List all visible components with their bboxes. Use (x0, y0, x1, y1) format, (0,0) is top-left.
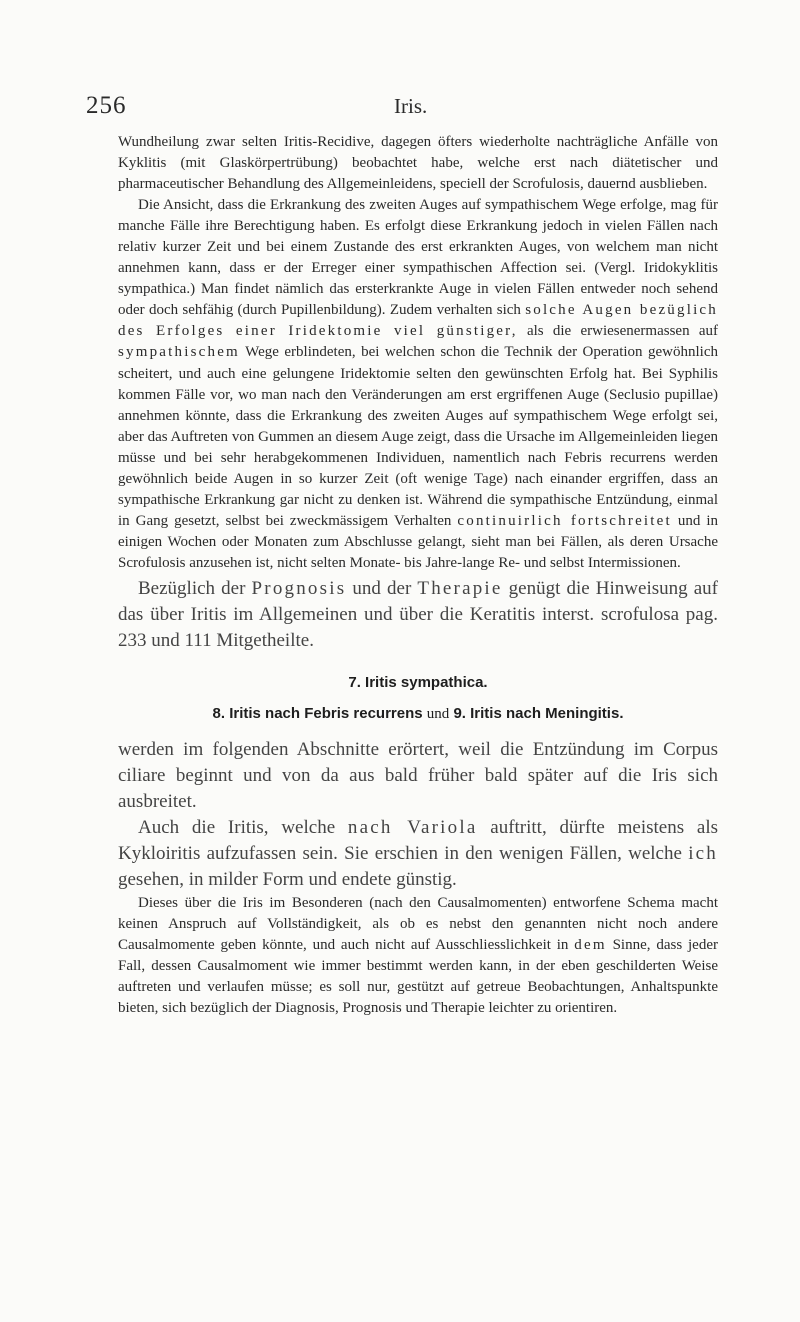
paragraph-wundheilung: Wundheilung zwar selten Iritis-Recidive, dagegen öfters wiederholte nachträgliche Anfälle von Kyklitis (mit Glaskörpertrübung) beobachtet habe, welche erst nach diätetischer und pharmaceutischer Behandlung des Allgemeinleidens, speciell der Scrofulosis, dauernd ausblieben. (118, 134, 718, 193)
text-run: Die Ansicht, dass die Erkrankung des zweiten Auges auf sympathischem Wege erfolge, mag für manche Fälle ihre Berechtigung haben. Es erfolgt diese Erkrankung jedoch in vielen Fällen nach relativ kurzer Zeit und bei einem Zustande des erst erkrankten Auges, von welchem man nicht annehmen kann, dass er der Erreger einer sympathischen Affection sei. (Vergl. Iridokyklitis sympathica.) Man findet nämlich das ersterkrankte Auge in vielen Fällen entweder noch sehend oder doch sehfähig (durch Pupillenbildung). Zudem verhalten sich (118, 197, 718, 319)
paragraph-abschnitt: werden im folgenden Abschnitte erörtert, weil die Entzündung im Corpus ciliare beginnt und von da aus bald früher bald später auf die Iris sich ausbreitet. (118, 738, 718, 812)
text-run: Dieses über die Iris im Besonderen (nach den Causalmomenten) entworfene Schema macht keinen Anspruch auf Vollständigkeit, als ob es nebst den genannten nicht noch andere Causalmomente geben könnte, und auch nicht auf Ausschliesslichkeit in (118, 894, 718, 954)
emphasis-spaced: Therapie (417, 577, 503, 599)
page-number: 256 (86, 92, 127, 119)
text-run: als die erwiesenermassen auf (517, 323, 718, 340)
running-head: Iris. (394, 94, 428, 118)
heading-run: 8. Iritis nach Febris recurrens (212, 704, 427, 722)
page-header (86, 92, 716, 122)
text-run: gesehen, in milder Form und endete günstig. (118, 868, 457, 890)
emphasis-spaced: continuirlich fortschreitet (457, 512, 672, 529)
paragraph-sympathische-ansicht (118, 195, 718, 574)
text-run: auftritt, dürfte meistens als Kykloiritis aufzufassen sein. Sie erschien in den wenigen Fällen, welche (118, 816, 718, 864)
text-run: Auch die Iritis, welche (138, 816, 348, 838)
emphasis-spaced: dem (574, 937, 607, 954)
emphasis-spaced: sympathischem (118, 344, 240, 361)
page-body (118, 132, 718, 1019)
paragraph-schema (118, 893, 718, 1019)
text-run: Bezüglich der (138, 577, 252, 599)
emphasis-spaced: nach Variola (347, 816, 478, 838)
text-run: genügt die Hinweisung auf das über Iritis im Allgemeinen und über die Keratitis interst. scrofulosa pag. 233 und 111 Mitgetheilte. (118, 577, 719, 651)
emphasis-spaced: solche Augen bezüglich des Erfolges einer Iridektomie viel günstiger, (118, 302, 718, 340)
text-run: und der (346, 577, 418, 599)
paragraph-prognosis-therapie (118, 576, 718, 654)
emphasis-spaced: Prognosis (251, 577, 347, 599)
text-run: Sinne, dass jeder Fall, dessen Causalmoment wie immer bestimmt werden kann, in der eben geschilderten Weise auftreten und verlaufen müsse; es soll nur, gestützt auf getreue Beobachtungen, Anhaltspunkte bieten, sich bezüglich der Diagnosis, Prognosis und Therapie leichter zu orientiren. (118, 937, 718, 1017)
heading-conjunction: und (426, 705, 450, 722)
section-heading-febris-meningitis (118, 703, 718, 725)
text-run: Wege erblindeten, bei welchen schon die Technik der Operation gewöhnlich scheitert, und auch eine gelungene Iridektomie selten den gewünschten Erfolg hat. Bei Syphilis kommen Fälle vor, wo man nach den Veränderungen am erst ergriffenen Auge (Seclusio pupillae) annehmen könnte, dass die Erkrankung des zweiten Auges auf sympathischem Wege erfolgt sei, aber das Auftreten von Gummen an diesem Auge zeigt, dass die Ursache im Allgemeinleiden liegen müsse und bei sehr herabgekommenen Individuen, namentlich nach Febris recurrens werden gewöhnlich beide Augen in so kurzer Zeit (oft wenige Tage) nach einander ergriffen, dass an sympathische Erkrankung gar nicht zu denken ist. Während die sympathische Entzündung, einmal in Gang gesetzt, selbst bei zweckmässigem Verhalten (118, 344, 718, 529)
emphasis-spaced: ich (688, 842, 718, 864)
heading-run: 9. Iritis nach Meningitis. (449, 704, 624, 722)
paragraph-variola (118, 815, 718, 893)
text-run: und in einigen Wochen oder Monaten zum Abschlusse gelangt, sieht man bei Fällen, als deren Ursache Scrofulosis anzusehen ist, nicht selten Monate- bis Jahre-lange Re- und selbst Intermissionen. (118, 512, 719, 571)
section-heading-iritis-sympathica: 7. Iritis sympathica. (348, 673, 488, 691)
